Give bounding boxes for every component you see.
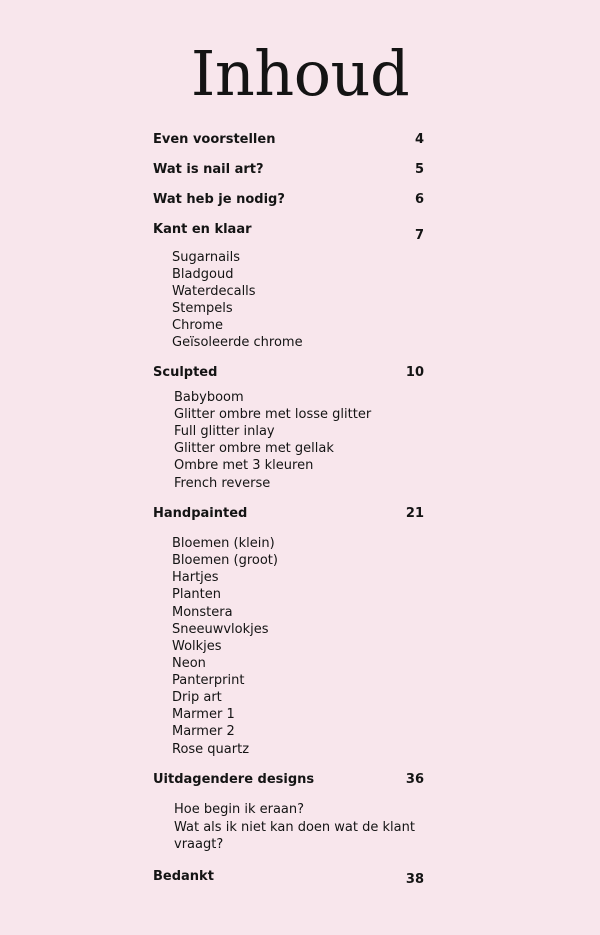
- toc-subitem[interactable]: Bloemen (groot): [172, 553, 278, 568]
- toc-subitem[interactable]: Bladgoud: [172, 267, 234, 282]
- toc-subitem[interactable]: Neon: [172, 656, 206, 671]
- toc-section-title[interactable]: Even voorstellen: [153, 132, 276, 147]
- toc-subitem[interactable]: Rose quartz: [172, 742, 250, 757]
- toc-page-number: 6: [414, 192, 424, 207]
- toc-subitem[interactable]: Full glitter inlay: [174, 424, 275, 439]
- toc-section-title[interactable]: Handpainted: [153, 506, 248, 521]
- toc-section-title[interactable]: Sculpted: [153, 365, 218, 380]
- toc-subitem[interactable]: Chrome: [172, 318, 223, 333]
- toc-subitem[interactable]: Monstera: [172, 605, 233, 620]
- toc-subitem[interactable]: Bloemen (klein): [172, 536, 275, 551]
- toc-subitem[interactable]: Ombre met 3 kleuren: [174, 458, 314, 473]
- toc-subitem[interactable]: Sneeuwvlokjes: [172, 622, 269, 637]
- toc-subitem[interactable]: vraagt?: [174, 837, 224, 852]
- toc-subitem[interactable]: Drip art: [172, 690, 222, 705]
- toc-subitem[interactable]: Planten: [172, 587, 221, 602]
- toc-section-title[interactable]: Kant en klaar: [153, 222, 252, 237]
- toc-page-number: 38: [405, 872, 424, 887]
- toc-subitem[interactable]: Sugarnails: [172, 250, 241, 265]
- toc-section-title[interactable]: Bedankt: [153, 869, 214, 884]
- toc-page-number: 4: [414, 132, 424, 147]
- toc-page-number: 5: [414, 162, 424, 177]
- toc-section-title[interactable]: Wat heb je nodig?: [153, 192, 285, 207]
- toc-page-number: 36: [405, 772, 424, 787]
- toc-subitem[interactable]: Hartjes: [172, 570, 219, 585]
- page-title: Inhoud: [190, 37, 410, 110]
- toc-subitem[interactable]: Glitter ombre met gellak: [174, 441, 334, 456]
- toc-subitem[interactable]: Babyboom: [174, 390, 244, 405]
- toc-subitem[interactable]: Wat als ik niet kan doen wat de klant: [174, 820, 415, 835]
- toc-subitem[interactable]: Hoe begin ik eraan?: [174, 802, 305, 817]
- toc-subitem[interactable]: Glitter ombre met losse glitter: [174, 407, 372, 422]
- toc-subitem[interactable]: Panterprint: [172, 673, 245, 688]
- toc-page-number: 21: [405, 506, 424, 521]
- toc-page-number: 10: [405, 365, 424, 380]
- toc-subitem[interactable]: French reverse: [174, 476, 271, 491]
- toc-section-title[interactable]: Uitdagendere designs: [153, 772, 315, 787]
- toc-subitem[interactable]: Wolkjes: [172, 639, 222, 654]
- toc-subitem[interactable]: Stempels: [172, 301, 233, 316]
- toc-subitem[interactable]: Waterdecalls: [172, 284, 256, 299]
- toc-page-number: 7: [414, 228, 424, 243]
- toc-subitem[interactable]: Marmer 1: [172, 707, 235, 722]
- toc-section-title[interactable]: Wat is nail art?: [153, 162, 264, 177]
- toc-subitem[interactable]: Marmer 2: [172, 724, 235, 739]
- toc-subitem[interactable]: Geïsoleerde chrome: [172, 335, 303, 350]
